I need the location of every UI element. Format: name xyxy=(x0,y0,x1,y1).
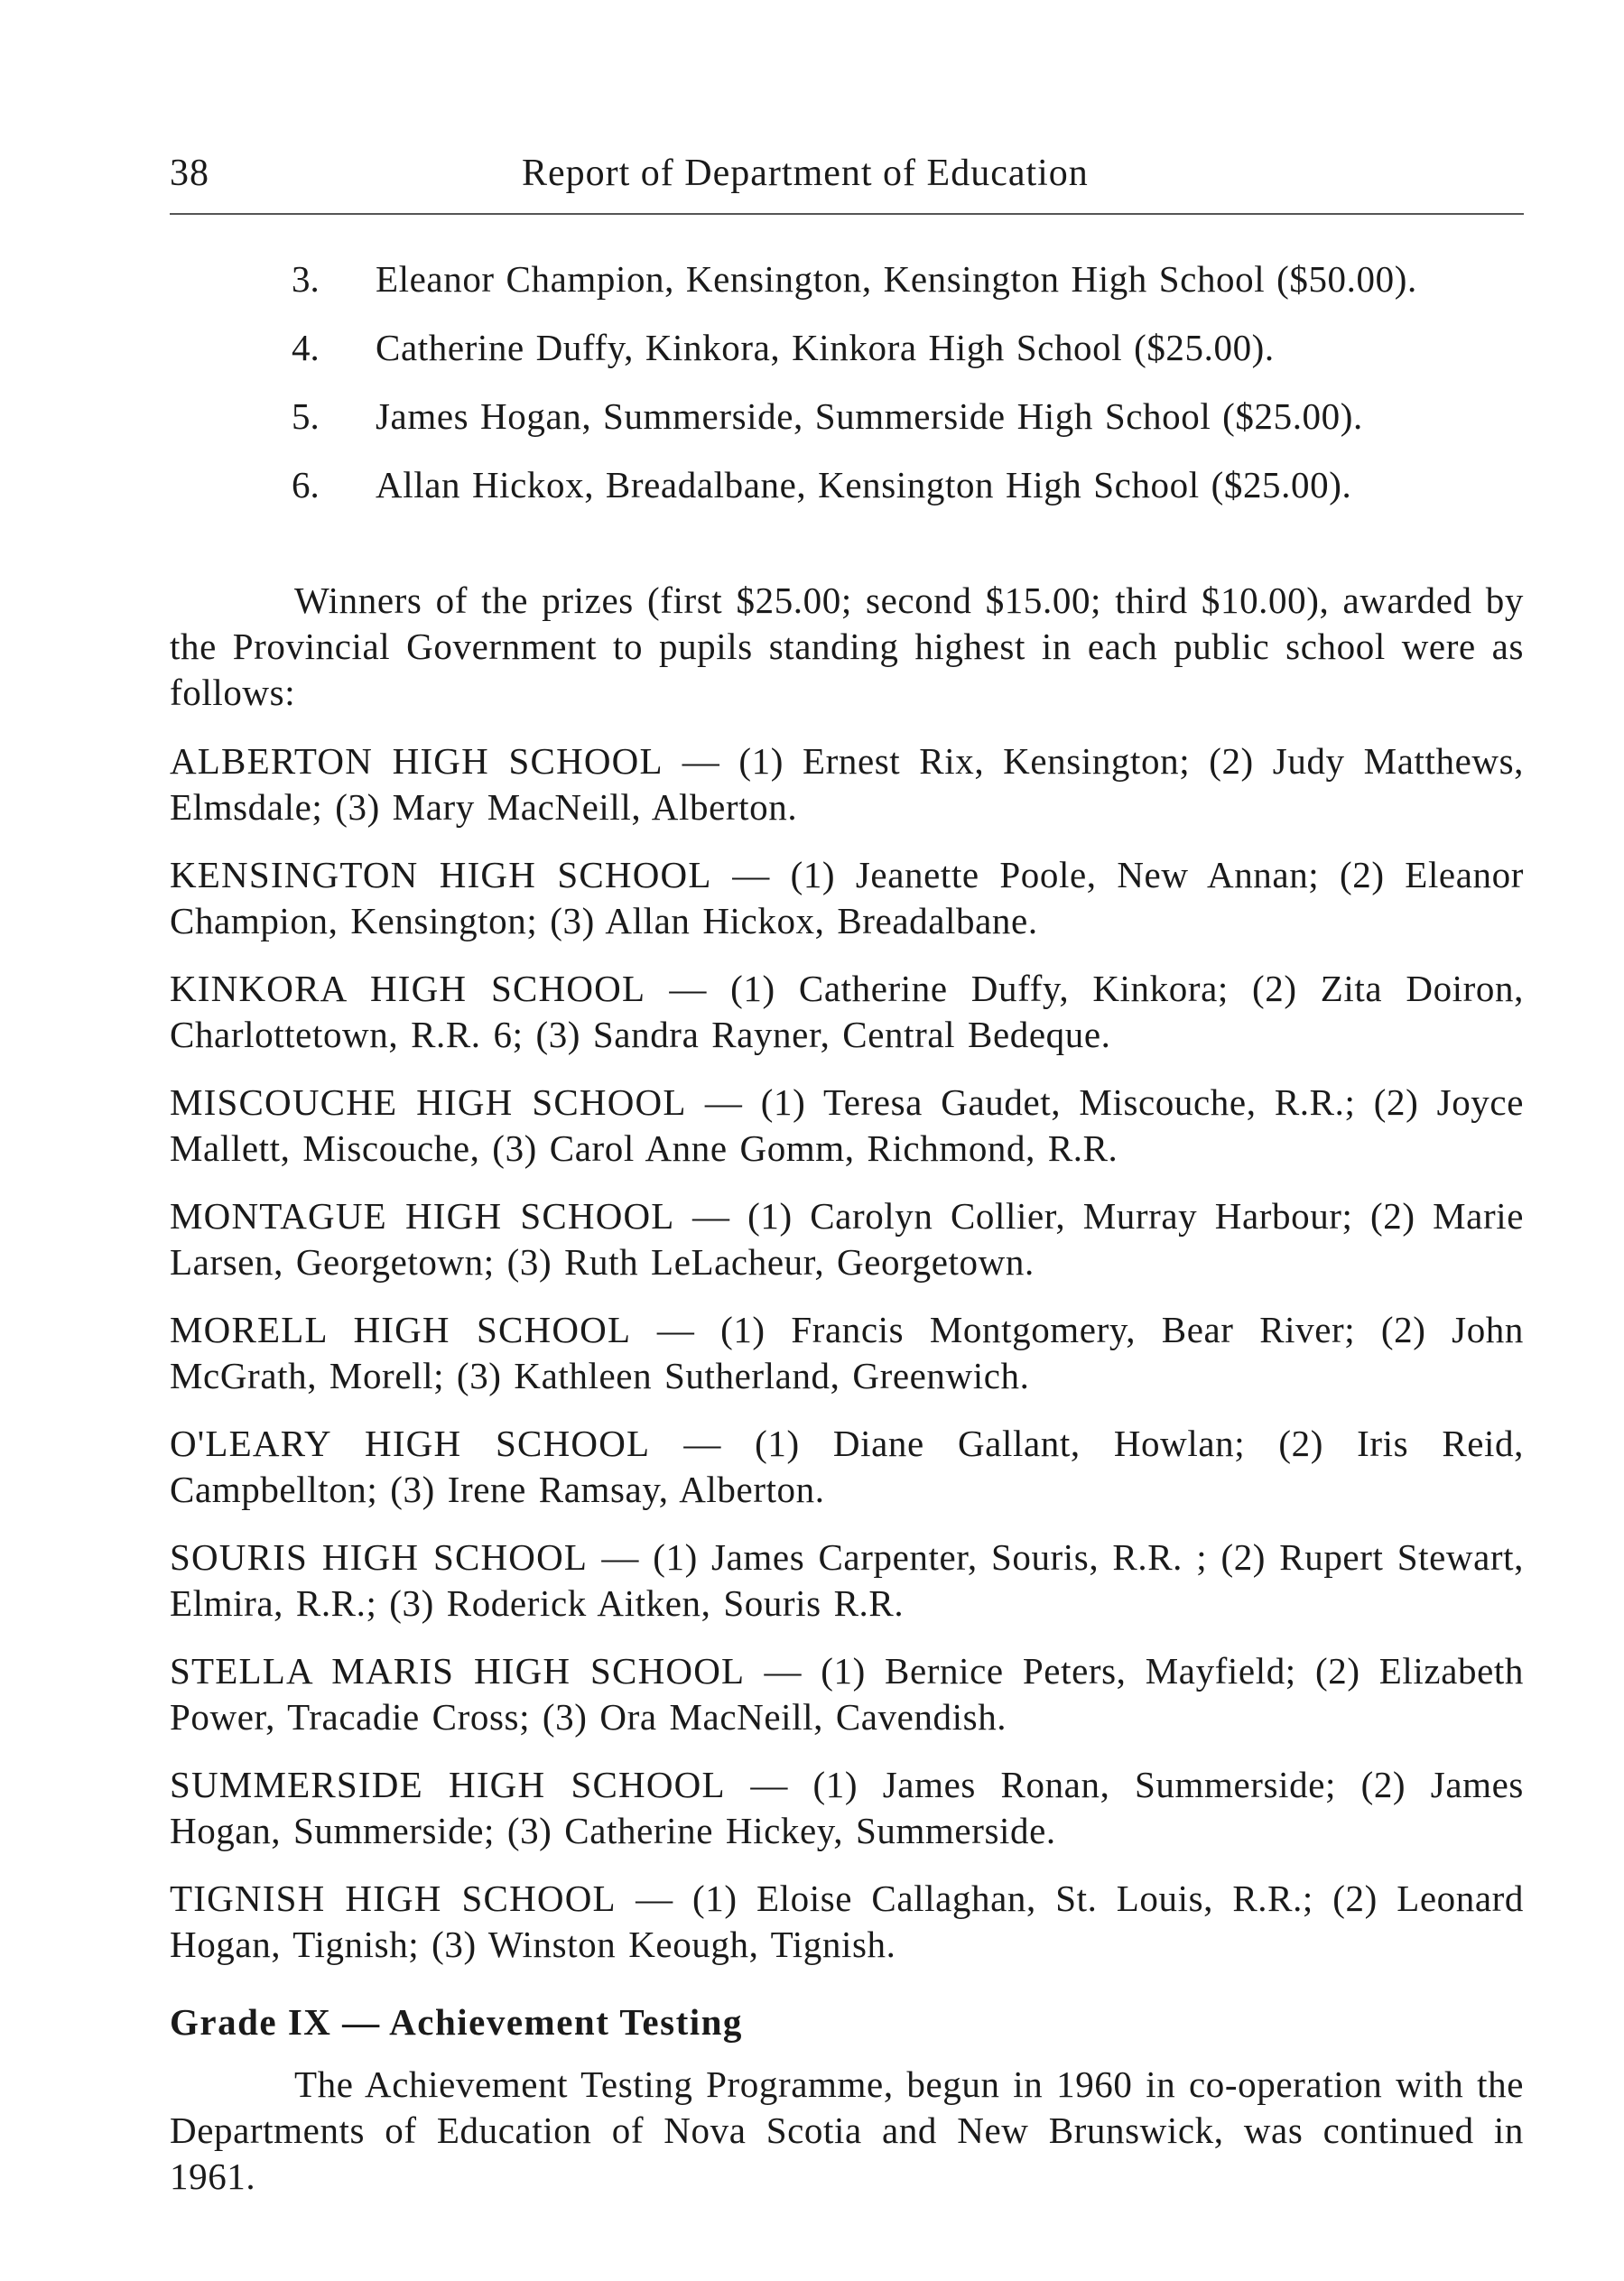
school-name: TIGNISH HIGH SCHOOL xyxy=(170,1878,617,1919)
school-winners: — (1) Catherine Duffy, Kinkora; (2) Zita Doiron, Charlottetown, R.R. 6; (3) Sandra Rayner, Central Bedeque. xyxy=(170,968,1524,1055)
school-name: MISCOUCHE HIGH SCHOOL xyxy=(170,1081,687,1123)
section-heading: Grade IX — Achievement Testing xyxy=(170,2001,743,2043)
school-winners: — (1) Ernest Rix, Kensington; (2) Judy Matthews, Elmsdale; (3) Mary MacNeill, Alberton. xyxy=(170,740,1524,828)
school-entry xyxy=(170,966,1524,1058)
scholarship-list xyxy=(170,256,1524,531)
school-winners: — (1) Jeanette Poole, New Annan; (2) Eleanor Champion, Kensington; (3) Allan Hickox, Breadalbane. xyxy=(170,854,1524,941)
school-winners: — (1) Diane Gallant, Howlan; (2) Iris Reid, Campbellton; (3) Irene Ramsay, Alberton. xyxy=(170,1423,1525,1510)
list-item-number: 5. xyxy=(292,395,320,437)
list-item-text: Allan Hickox, Breadalbane, Kensington High School ($25.00). xyxy=(376,464,1352,505)
list-item xyxy=(170,325,1524,371)
list-item-text: James Hogan, Summerside, Summerside High School ($25.00). xyxy=(376,395,1363,437)
school-winners: — (1) James Ronan, Summerside; (2) James Hogan, Summerside; (3) Catherine Hickey, Summerside. xyxy=(170,1764,1524,1851)
school-entry xyxy=(170,1762,1524,1854)
school-entry xyxy=(170,1876,1524,1968)
list-item-text: Catherine Duffy, Kinkora, Kinkora High School ($25.00). xyxy=(376,327,1275,368)
list-item xyxy=(170,256,1524,302)
school-winners: — (1) Eloise Callaghan, St. Louis, R.R.; (2) Leonard Hogan, Tignish; (3) Winston Keough, Tignish. xyxy=(170,1878,1524,1965)
school-name: KINKORA HIGH SCHOOL xyxy=(170,968,646,1009)
school-winners-list xyxy=(170,738,1524,1989)
school-name: MORELL HIGH SCHOOL xyxy=(170,1309,632,1350)
school-winners: — (1) Bernice Peters, Mayfield; (2) Elizabeth Power, Tracadie Cross; (3) Ora MacNeill, Cavendish. xyxy=(170,1650,1524,1738)
school-winners: — (1) James Carpenter, Souris, R.R. ; (2) Rupert Stewart, Elmira, R.R.; (3) Roderick Aitken, Souris R.R. xyxy=(170,1536,1524,1624)
school-name: SOURIS HIGH SCHOOL xyxy=(170,1536,589,1578)
list-item-number: 3. xyxy=(292,258,320,300)
list-item xyxy=(170,394,1524,440)
school-entry xyxy=(170,1193,1524,1285)
school-name: O'LEARY HIGH SCHOOL xyxy=(170,1423,651,1464)
school-entry xyxy=(170,1080,1524,1172)
school-winners: — (1) Teresa Gaudet, Miscouche, R.R.; (2) Joyce Mallett, Miscouche, (3) Carol Anne Gomm, Richmond, R.R. xyxy=(170,1081,1524,1169)
school-entry xyxy=(170,738,1524,830)
page-header xyxy=(170,152,1524,206)
school-winners: — (1) Francis Montgomery, Bear River; (2) John McGrath, Morell; (3) Kathleen Sutherland, Greenwich. xyxy=(170,1309,1525,1396)
school-name: KENSINGTON HIGH SCHOOL xyxy=(170,854,712,895)
school-name: ALBERTON HIGH SCHOOL xyxy=(170,740,664,782)
school-entry xyxy=(170,1307,1524,1399)
achievement-paragraph: The Achievement Testing Programme, begun in 1960 in co-operation with the Departments of Education of Nova Scotia and New Brunswick, was continued in 1961. xyxy=(170,2063,1524,2197)
list-item-number: 4. xyxy=(292,327,320,368)
school-name: MONTAGUE HIGH SCHOOL xyxy=(170,1195,675,1237)
school-winners: — (1) Carolyn Collier, Murray Harbour; (2) Marie Larsen, Georgetown; (3) Ruth LeLacheur, Georgetown. xyxy=(170,1195,1525,1283)
winners-intro-paragraph: Winners of the prizes (first $25.00; second $15.00; third $10.00), awarded by the Provincial Government to pupils standing highest in each public school were as follows: xyxy=(170,580,1524,713)
list-item-number: 6. xyxy=(292,464,320,505)
list-item xyxy=(170,462,1524,508)
school-entry xyxy=(170,1421,1524,1513)
running-title: Report of Department of Education xyxy=(522,153,1089,194)
page-number: 38 xyxy=(170,153,209,194)
school-name: SUMMERSIDE HIGH SCHOOL xyxy=(170,1764,726,1805)
header-rule xyxy=(170,213,1524,215)
list-item-text: Eleanor Champion, Kensington, Kensington High School ($50.00). xyxy=(376,258,1417,300)
school-name: STELLA MARIS HIGH SCHOOL xyxy=(170,1650,746,1692)
school-entry xyxy=(170,1648,1524,1740)
school-entry xyxy=(170,852,1524,944)
school-entry xyxy=(170,1535,1524,1627)
